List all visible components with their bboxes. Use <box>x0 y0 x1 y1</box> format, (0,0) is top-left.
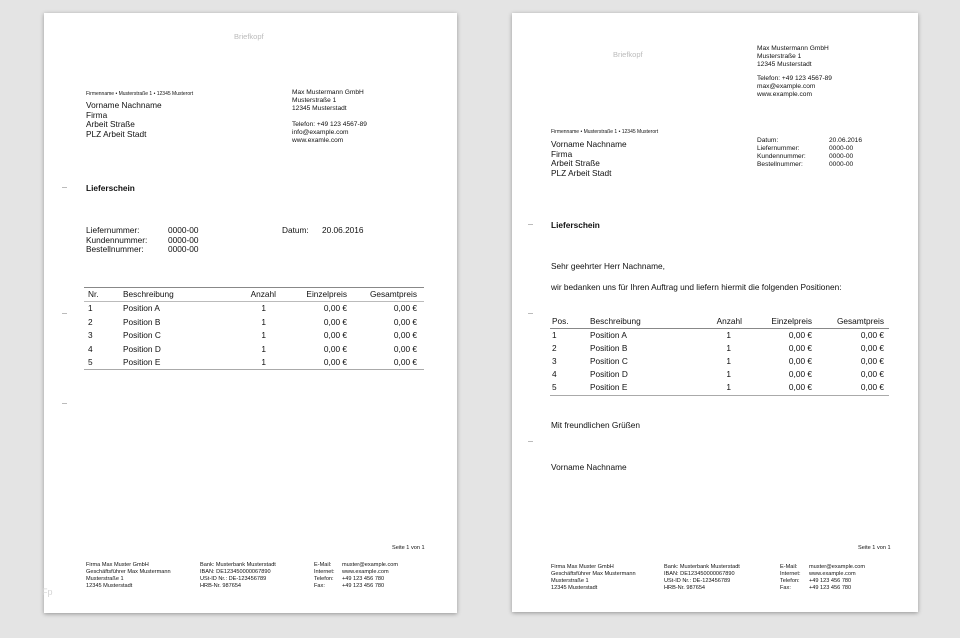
sender-line: Firmenname • Musterstraße 1 • 12345 Musterort <box>86 91 194 97</box>
footer-line: Bank: Musterbank Musterstadt <box>200 562 276 568</box>
footer-line: Geschäftsführer Max Mustermann <box>551 571 636 577</box>
fold-mark <box>528 441 533 442</box>
recipient-line: Firma <box>551 148 573 159</box>
company-line: 12345 Musterstadt <box>757 61 812 68</box>
footer-company <box>86 562 171 590</box>
meta-value: 0000-00 <box>829 145 854 152</box>
footer-value: +49 123 456 780 <box>342 583 385 589</box>
footer-value: +49 123 456 780 <box>809 585 852 591</box>
footer-label: Fax: <box>780 585 791 591</box>
cell-nr: 1 <box>88 303 93 313</box>
cell-anzahl: 1 <box>261 357 266 367</box>
cell-beschreibung: Position A <box>590 330 627 340</box>
cell-gesamtpreis: 0,00 € <box>393 357 417 367</box>
cell-gesamtpreis: 0,00 € <box>860 343 884 353</box>
cell-anzahl: 1 <box>261 317 266 327</box>
footer-contact-labels <box>780 564 801 592</box>
sender-line: Firmenname • Musterstraße 1 • 12345 Musterort <box>551 129 659 135</box>
footer-value: +49 123 456 780 <box>809 578 852 584</box>
fold-mark <box>528 313 533 314</box>
footer-value: www.example.com <box>809 571 856 577</box>
footer-label: E-Mail: <box>314 562 332 568</box>
watermark: Fp <box>42 587 53 597</box>
footer-value: www.example.com <box>342 569 389 575</box>
footer-company <box>551 564 636 592</box>
company-info <box>292 89 367 145</box>
cell-nr: 3 <box>88 330 93 340</box>
cell-anzahl: 1 <box>261 344 266 354</box>
footer-bank <box>664 564 740 592</box>
company-line: Musterstraße 1 <box>292 97 337 104</box>
cell-einzelpreis: 0,00 € <box>323 330 347 340</box>
footer-label: Internet: <box>314 569 335 575</box>
meta-value: 0000-00 <box>168 225 199 235</box>
cell-nr: 5 <box>552 382 557 392</box>
col-header-einzelpreis: Einzelpreis <box>306 289 347 299</box>
company-line: 12345 Musterstadt <box>292 105 347 112</box>
contact-line: www.example.com <box>757 91 812 98</box>
order-meta-labels <box>86 226 147 255</box>
recipient-line: Vorname Nachname <box>551 139 627 149</box>
date-value: 20.06.2016 <box>322 225 364 235</box>
footer-label: Internet: <box>780 571 801 577</box>
col-header-gesamtpreis: Gesamtpreis <box>369 289 417 299</box>
order-meta-labels <box>757 137 806 169</box>
right-document-page <box>512 13 918 612</box>
table-bottom-rule <box>550 395 889 396</box>
col-header-pos: Pos. <box>552 316 569 326</box>
order-meta-values <box>168 226 198 255</box>
cell-einzelpreis: 0,00 € <box>323 317 347 327</box>
cell-nr: 1 <box>552 330 557 340</box>
meta-label: Bestellnummer: <box>86 244 144 255</box>
footer-line: USt-ID Nr.: DE-123456789 <box>664 578 731 584</box>
cell-gesamtpreis: 0,00 € <box>860 356 884 366</box>
cell-nr: 2 <box>88 317 93 327</box>
footer-line: USt-ID Nr.: DE-123456789 <box>200 576 267 582</box>
letterhead-placeholder: Briefkopf <box>234 32 264 41</box>
meta-value: 0000-00 <box>168 234 199 245</box>
company-info <box>757 45 832 99</box>
cell-einzelpreis: 0,00 € <box>323 357 347 367</box>
cell-gesamtpreis: 0,00 € <box>393 303 417 313</box>
recipient-line: Vorname Nachname <box>86 100 162 110</box>
letterhead-placeholder: Briefkopf <box>613 50 643 59</box>
cell-gesamtpreis: 0,00 € <box>860 382 884 392</box>
cell-beschreibung: Position D <box>590 369 628 379</box>
footer-line: IBAN: DE123450000067890 <box>200 569 271 575</box>
cell-einzelpreis: 0,00 € <box>788 343 812 353</box>
cell-nr: 4 <box>88 344 93 354</box>
footer-line: Bank: Musterbank Musterstadt <box>664 564 740 570</box>
col-header-gesamtpreis: Gesamtpreis <box>836 316 884 326</box>
cell-anzahl: 1 <box>726 382 731 392</box>
cell-nr: 5 <box>88 357 93 367</box>
fold-mark <box>528 224 533 225</box>
cell-einzelpreis: 0,00 € <box>323 303 347 313</box>
table-bottom-rule <box>84 369 424 370</box>
col-header-beschreibung: Beschreibung <box>123 289 174 299</box>
left-document-page <box>44 13 457 613</box>
footer-contact-labels <box>314 562 335 590</box>
cell-beschreibung: Position B <box>123 317 161 327</box>
closing: Mit freundlichen Grüßen <box>551 420 641 430</box>
cell-einzelpreis: 0,00 € <box>788 330 812 340</box>
footer-label: Fax: <box>314 583 325 589</box>
footer-line: IBAN: DE123450000067890 <box>664 571 735 577</box>
col-header-nr: Nr. <box>88 289 99 299</box>
footer-label: E-Mail: <box>780 564 798 570</box>
col-header-anzahl: Anzahl <box>716 316 742 326</box>
cell-beschreibung: Position B <box>590 343 628 353</box>
cell-gesamtpreis: 0,00 € <box>860 369 884 379</box>
table-top-rule <box>84 287 424 288</box>
footer-value: muster@example.com <box>809 564 866 570</box>
footer-line: 12345 Musterstadt <box>86 583 133 589</box>
recipient-line: PLZ Arbeit Stadt <box>551 167 612 178</box>
footer-line: Firma Max Muster GmbH <box>551 564 614 570</box>
footer-value: muster@example.com <box>342 562 399 568</box>
company-line: Musterstraße 1 <box>757 53 802 60</box>
footer-label: Telefon: <box>780 578 800 584</box>
cell-anzahl: 1 <box>261 330 266 340</box>
col-header-anzahl: Anzahl <box>250 289 276 299</box>
cell-gesamtpreis: 0,00 € <box>860 330 884 340</box>
cell-einzelpreis: 0,00 € <box>788 369 812 379</box>
footer-contact-values <box>809 564 865 592</box>
recipient-address <box>551 140 627 178</box>
cell-beschreibung: Position E <box>590 382 628 392</box>
cell-beschreibung: Position C <box>590 356 628 366</box>
date-label: Datum: <box>282 225 309 235</box>
footer-contact-values <box>342 562 398 590</box>
signature-name: Vorname Nachname <box>551 462 627 472</box>
meta-label: Kundennummer: <box>86 234 148 245</box>
cell-einzelpreis: 0,00 € <box>788 382 812 392</box>
meta-label: Liefernummer: <box>86 225 140 235</box>
footer-line: Musterstraße 1 <box>551 578 589 584</box>
cell-einzelpreis: 0,00 € <box>788 356 812 366</box>
meta-value: 0000-00 <box>168 244 199 255</box>
cell-gesamtpreis: 0,00 € <box>393 330 417 340</box>
col-header-beschreibung: Beschreibung <box>590 316 641 326</box>
meta-label: Bestellnummer: <box>757 161 803 168</box>
document-title: Lieferschein <box>86 183 135 193</box>
fold-mark <box>62 403 67 404</box>
contact-line: info@example.com <box>292 129 349 136</box>
col-header-einzelpreis: Einzelpreis <box>771 316 812 326</box>
cell-beschreibung: Position C <box>123 330 161 340</box>
footer-value: +49 123 456 780 <box>342 576 385 582</box>
meta-label: Liefernummer: <box>757 145 800 152</box>
order-meta-values <box>829 137 862 169</box>
cell-anzahl: 1 <box>726 369 731 379</box>
cell-gesamtpreis: 0,00 € <box>393 317 417 327</box>
footer-line: HRB-Nr. 987654 <box>200 583 242 589</box>
cell-nr: 2 <box>552 343 557 353</box>
meta-label: Kundennummer: <box>757 153 806 160</box>
document-title: Lieferschein <box>551 220 600 230</box>
contact-line: www.examle.com <box>292 137 344 144</box>
recipient-address <box>86 101 162 139</box>
recipient-line: Arbeit Straße <box>86 119 135 130</box>
company-line: Max Mustermann GmbH <box>292 89 364 96</box>
table-header-rule <box>550 328 889 329</box>
meta-value: 0000-00 <box>829 153 854 160</box>
cell-beschreibung: Position A <box>123 303 160 313</box>
salutation: Sehr geehrter Herr Nachname, <box>551 261 665 271</box>
contact-line: max@example.com <box>757 83 816 90</box>
cell-beschreibung: Position E <box>123 357 161 367</box>
contact-line: Telefon: +49 123 4567-89 <box>292 121 367 128</box>
recipient-line: PLZ Arbeit Stadt <box>86 128 147 139</box>
cell-nr: 3 <box>552 356 557 366</box>
cell-anzahl: 1 <box>726 356 731 366</box>
footer-line: HRB-Nr. 987654 <box>664 585 706 591</box>
cell-nr: 4 <box>552 369 557 379</box>
footer-label: Telefon: <box>314 576 334 582</box>
cell-anzahl: 1 <box>261 303 266 313</box>
footer-line: Geschäftsführer Max Mustermann <box>86 569 171 575</box>
fold-mark <box>62 313 67 314</box>
cell-einzelpreis: 0,00 € <box>323 344 347 354</box>
meta-value: 0000-00 <box>829 161 854 168</box>
meta-label: Datum: <box>757 137 779 144</box>
fold-mark <box>62 187 67 188</box>
cell-gesamtpreis: 0,00 € <box>393 344 417 354</box>
table-header-rule <box>84 301 424 302</box>
contact-line: Telefon: +49 123 4567-89 <box>757 75 832 82</box>
page-number: Seite 1 von 1 <box>858 545 891 551</box>
recipient-line: Arbeit Straße <box>551 158 600 169</box>
intro-text: wir bedanken uns für Ihren Auftrag und liefern hiermit die folgenden Positionen: <box>551 282 842 292</box>
cell-anzahl: 1 <box>726 330 731 340</box>
company-line: Max Mustermann GmbH <box>757 45 829 52</box>
cell-anzahl: 1 <box>726 343 731 353</box>
footer-line: Firma Max Muster GmbH <box>86 562 149 568</box>
footer-line: Musterstraße 1 <box>86 576 124 582</box>
recipient-line: Firma <box>86 109 108 120</box>
footer-line: 12345 Musterstadt <box>551 585 598 591</box>
meta-value: 20.06.2016 <box>829 137 863 144</box>
footer-bank <box>200 562 276 590</box>
cell-beschreibung: Position D <box>123 344 161 354</box>
page-number: Seite 1 von 1 <box>392 545 425 551</box>
